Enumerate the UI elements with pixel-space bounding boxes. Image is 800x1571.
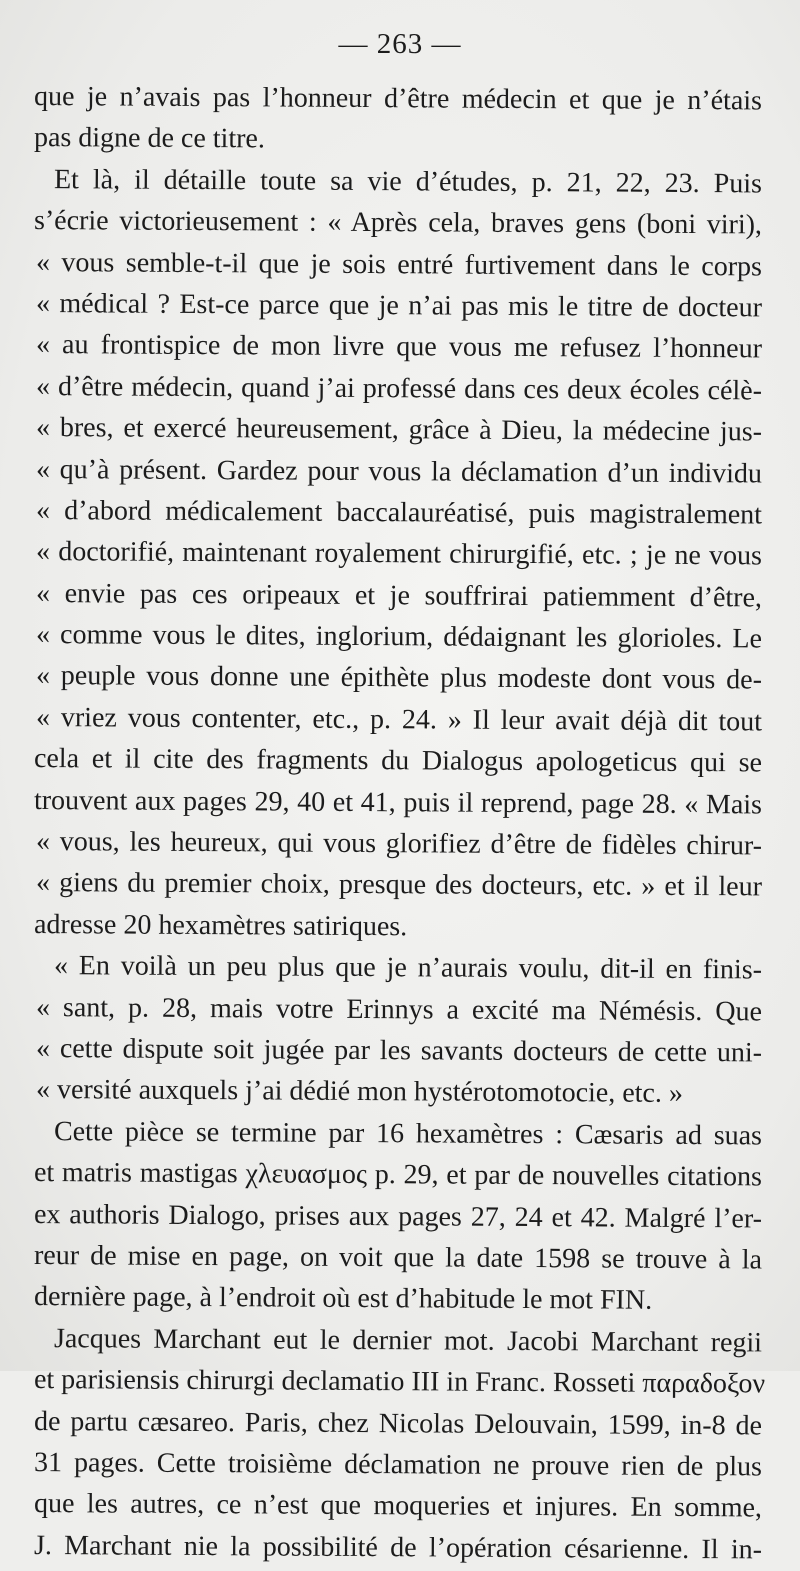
text-line-11: « d’abord médicalement baccalauréatisé, puis magistralement: [35, 494, 763, 531]
text-line-32: et parisiensis chirurgi declamatio III in Franc. Rosseti παραδοξον: [33, 1364, 766, 1400]
text-line-34: 31 pages. Cette troisième déclamation ne prouve rien de plus: [33, 1446, 763, 1483]
text-line-2: pas digne de ce titre.: [33, 122, 265, 155]
text-line-8: « d’être médecin, quand j’ai professé dans ces deux écoles célè-: [35, 370, 763, 407]
text-line-17: cela et il cite des fragments du Dialogus apologeticus qui se: [33, 743, 763, 779]
text-line-29: reur de mise en page, on voit que la date 1598 se trouve à la: [33, 1239, 763, 1276]
text-line-15: « peuple vous donne une épithète plus modeste dont vous de-: [35, 660, 763, 696]
text-line-10: « qu’à présent. Gardez pour vous la déclamation d’un individu: [35, 453, 763, 489]
text-line-31: Jacques Marchant eut le dernier mot. Jacobi Marchant regii: [53, 1322, 763, 1359]
text-line-7: « au frontispice de mon livre que vous me refusez l’honneur: [35, 329, 763, 365]
text-line-28: ex authoris Dialogo, prises aux pages 27, 24 et 42. Malgré l’er-: [33, 1198, 763, 1234]
text-line-36: J. Marchant nie la possibilité de l’opération césarienne. Il in-: [33, 1529, 763, 1566]
text-line-22: « En voilà un peu plus que je n’aurais voulu, dit-il en finis-: [53, 950, 763, 986]
text-line-3: Et là, il détaille toute sa vie d’études, p. 21, 22, 23. Puis: [53, 163, 763, 200]
text-line-18: trouvent aux pages 29, 40 et 41, puis il reprend, page 28. « Mais: [33, 784, 763, 821]
text-line-5: « vous semble-t-il que je sois entré furtivement dans le corps: [35, 246, 763, 283]
text-line-23: « sant, p. 28, mais votre Erinnys a excité ma Némésis. Que: [35, 991, 763, 1028]
text-line-24: « cette dispute soit jugée par les savants docteurs de cette uni-: [35, 1032, 763, 1069]
text-line-6: « médical ? Est-ce parce que je n’ai pas mis le titre de docteur: [35, 287, 763, 324]
text-line-14: « comme vous le dites, inglorium, dédaignant les glorioles. Le: [35, 619, 763, 655]
text-line-35: que les autres, ce n’est que moqueries et injures. En somme,: [33, 1488, 763, 1524]
text-line-9: « bres, et exercé heureusement, grâce à Dieu, la médecine jus-: [35, 412, 763, 448]
page-number: — 263 —: [338, 28, 462, 60]
body-text: [33, 76, 766, 1566]
text-line-21: adresse 20 hexamètres satiriques.: [33, 908, 408, 943]
text-line-26: Cette pièce se termine par 16 hexamètres : Cæsaris ad suas: [53, 1115, 763, 1152]
text-line-19: « vous, les heureux, qui vous glorifiez d’être de fidèles chirur-: [35, 826, 763, 862]
text-line-30: dernière page, à l’endroit où est d’habitude le mot FIN.: [33, 1281, 653, 1317]
text-line-16: « vriez vous contenter, etc., p. 24. » Il leur avait déjà dit tout: [35, 701, 763, 738]
text-line-13: « envie pas ces oripeaux et je souffrirai patiemment d’être,: [35, 577, 763, 614]
text-line-4: s’écrie victorieusement : « Après cela, braves gens (boni viri),: [33, 205, 763, 241]
text-line-12: « doctorifié, maintenant royalement chirurgifié, etc. ; je ne vous: [35, 536, 763, 572]
text-line-1: que je n’avais pas l’honneur d’être médecin et que je n’étais: [33, 81, 763, 117]
text-line-20: « giens du premier choix, presque des docteurs, etc. » et il leur: [35, 867, 763, 903]
text-line-33: de partu cæsareo. Paris, chez Nicolas Delouvain, 1599, in-8 de: [33, 1405, 763, 1441]
text-line-27: et matris mastigas χλευασμος p. 29, et par de nouvelles citations: [33, 1157, 763, 1193]
text-line-25: « versité auxquels j’ai dédié mon hystérotomotocie, etc. »: [35, 1074, 684, 1110]
